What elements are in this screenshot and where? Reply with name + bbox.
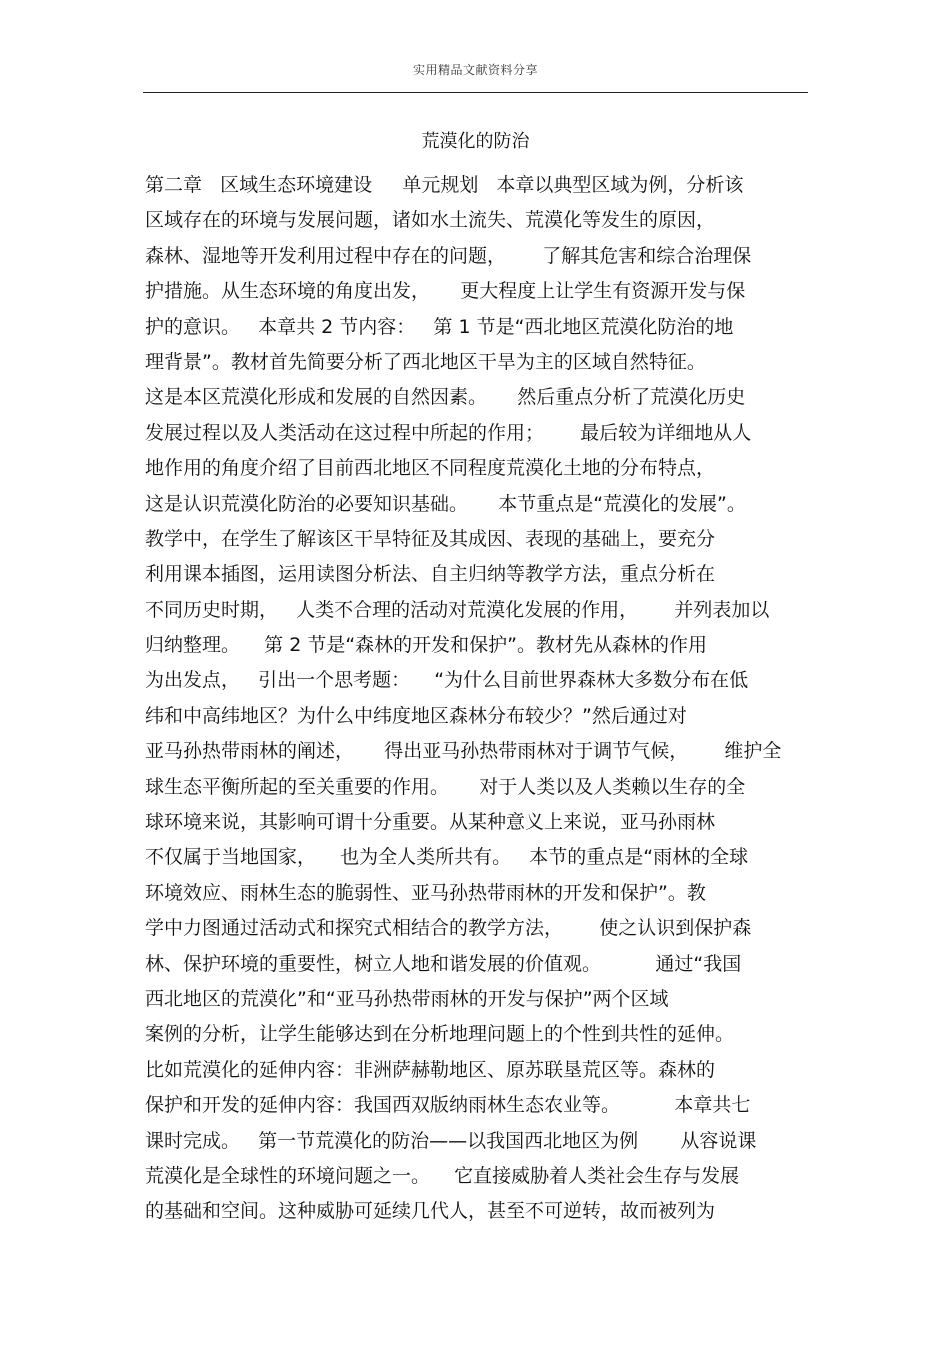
body-line: 西北地区的荒漠化”和“亚马孙热带雨林的开发与保护”两个区域 — [145, 987, 669, 1010]
body-line: 的基础和空间。这种威胁可延续几代人，甚至不可逆转，故而被列为 — [145, 1200, 716, 1223]
body-line: 为出发点， 引出一个思考题： “为什么目前世界森林大多数分布在低 — [145, 669, 749, 692]
body-line: 荒漠化是全球性的环境问题之一。 它直接威胁着人类社会生存与发展 — [145, 1164, 740, 1187]
body-line: 森林、湿地等开发利用过程中存在的问题， 了解其危害和综合治理保 — [145, 244, 752, 267]
body-line: 林、保护环境的重要性，树立人地和谐发展的价值观。 通过“我国 — [145, 952, 742, 975]
body-line: 保护和开发的延伸内容：我国西双版纳雨林生态农业等。 本章共七 — [145, 1094, 751, 1117]
body-line: 教学中，在学生了解该区干旱特征及其成因、表现的基础上，要充分 — [145, 527, 716, 550]
body-line: 不同历史时期， 人类不合理的活动对荒漠化发展的作用， 并列表加以 — [145, 598, 770, 621]
body-line: 地作用的角度介绍了目前西北地区不同程度荒漠化土地的分布特点， — [145, 457, 716, 480]
page-header: 实用精品文献资料分享 — [412, 63, 538, 77]
header-divider — [143, 92, 808, 93]
body-line: 发展过程以及人类活动在这过程中所起的作用； 最后较为详细地从人 — [145, 421, 752, 444]
body-line: 学中力图通过活动式和探究式相结合的教学方法， 使之认识到保护森 — [145, 917, 752, 940]
body-line: 课时完成。 第一节荒漠化的防治——以我国西北地区为例 从容说课 — [145, 1129, 757, 1152]
body-line: 球生态平衡所起的至关重要的作用。 对于人类以及人类赖以生存的全 — [145, 775, 746, 798]
body-line: 护的意识。 本章共 2 节内容： 第 1 节是“西北地区荒漠化防治的地 — [145, 315, 734, 338]
body-line: 这是认识荒漠化防治的必要知识基础。 本节重点是“荒漠化的发展”。 — [145, 492, 746, 515]
body-line: 护措施。从生态环境的角度出发， 更大程度上让学生有资源开发与保 — [145, 280, 746, 303]
body-line: 理背景”。教材首先简要分析了西北地区干旱为主的区域自然特征。 — [145, 350, 706, 373]
body-line: 纬和中高纬地区？为什么中纬度地区森林分布较少？”然后通过对 — [145, 704, 687, 727]
document-title: 荒漠化的防治 — [421, 131, 530, 152]
body-line: 比如荒漠化的延伸内容：非洲萨赫勒地区、原苏联垦荒区等。森林的 — [145, 1058, 716, 1081]
document-body — [145, 168, 810, 1230]
body-line: 这是本区荒漠化形成和发展的自然因素。 然后重点分析了荒漠化历史 — [145, 386, 746, 409]
body-line: 区域存在的环境与发展问题，诸如水土流失、荒漠化等发生的原因， — [145, 209, 716, 232]
body-line: 利用课本插图，运用读图分析法、自主归纳等教学方法，重点分析在 — [145, 563, 716, 586]
body-line: 归纳整理。 第 2 节是“森林的开发和保护”。教材先从森林的作用 — [145, 634, 708, 657]
body-line: 球环境来说，其影响可谓十分重要。从某种意义上来说，亚马孙雨林 — [145, 811, 716, 834]
body-line: 案例的分析，让学生能够达到在分析地理问题上的个性到共性的延伸。 — [145, 1023, 735, 1046]
body-line: 第二章 区域生态环境建设 单元规划 本章以典型区域为例，分析该 — [145, 174, 744, 196]
body-line: 亚马孙热带雨林的阐述， 得出亚马孙热带雨林对于调节气候， 维护全 — [145, 740, 782, 763]
body-line: 不仅属于当地国家， 也为全人类所共有。 本节的重点是“雨林的全球 — [145, 846, 749, 869]
body-line: 环境效应、雨林生态的脆弱性、亚马孙热带雨林的开发和保护”。教 — [145, 881, 706, 904]
